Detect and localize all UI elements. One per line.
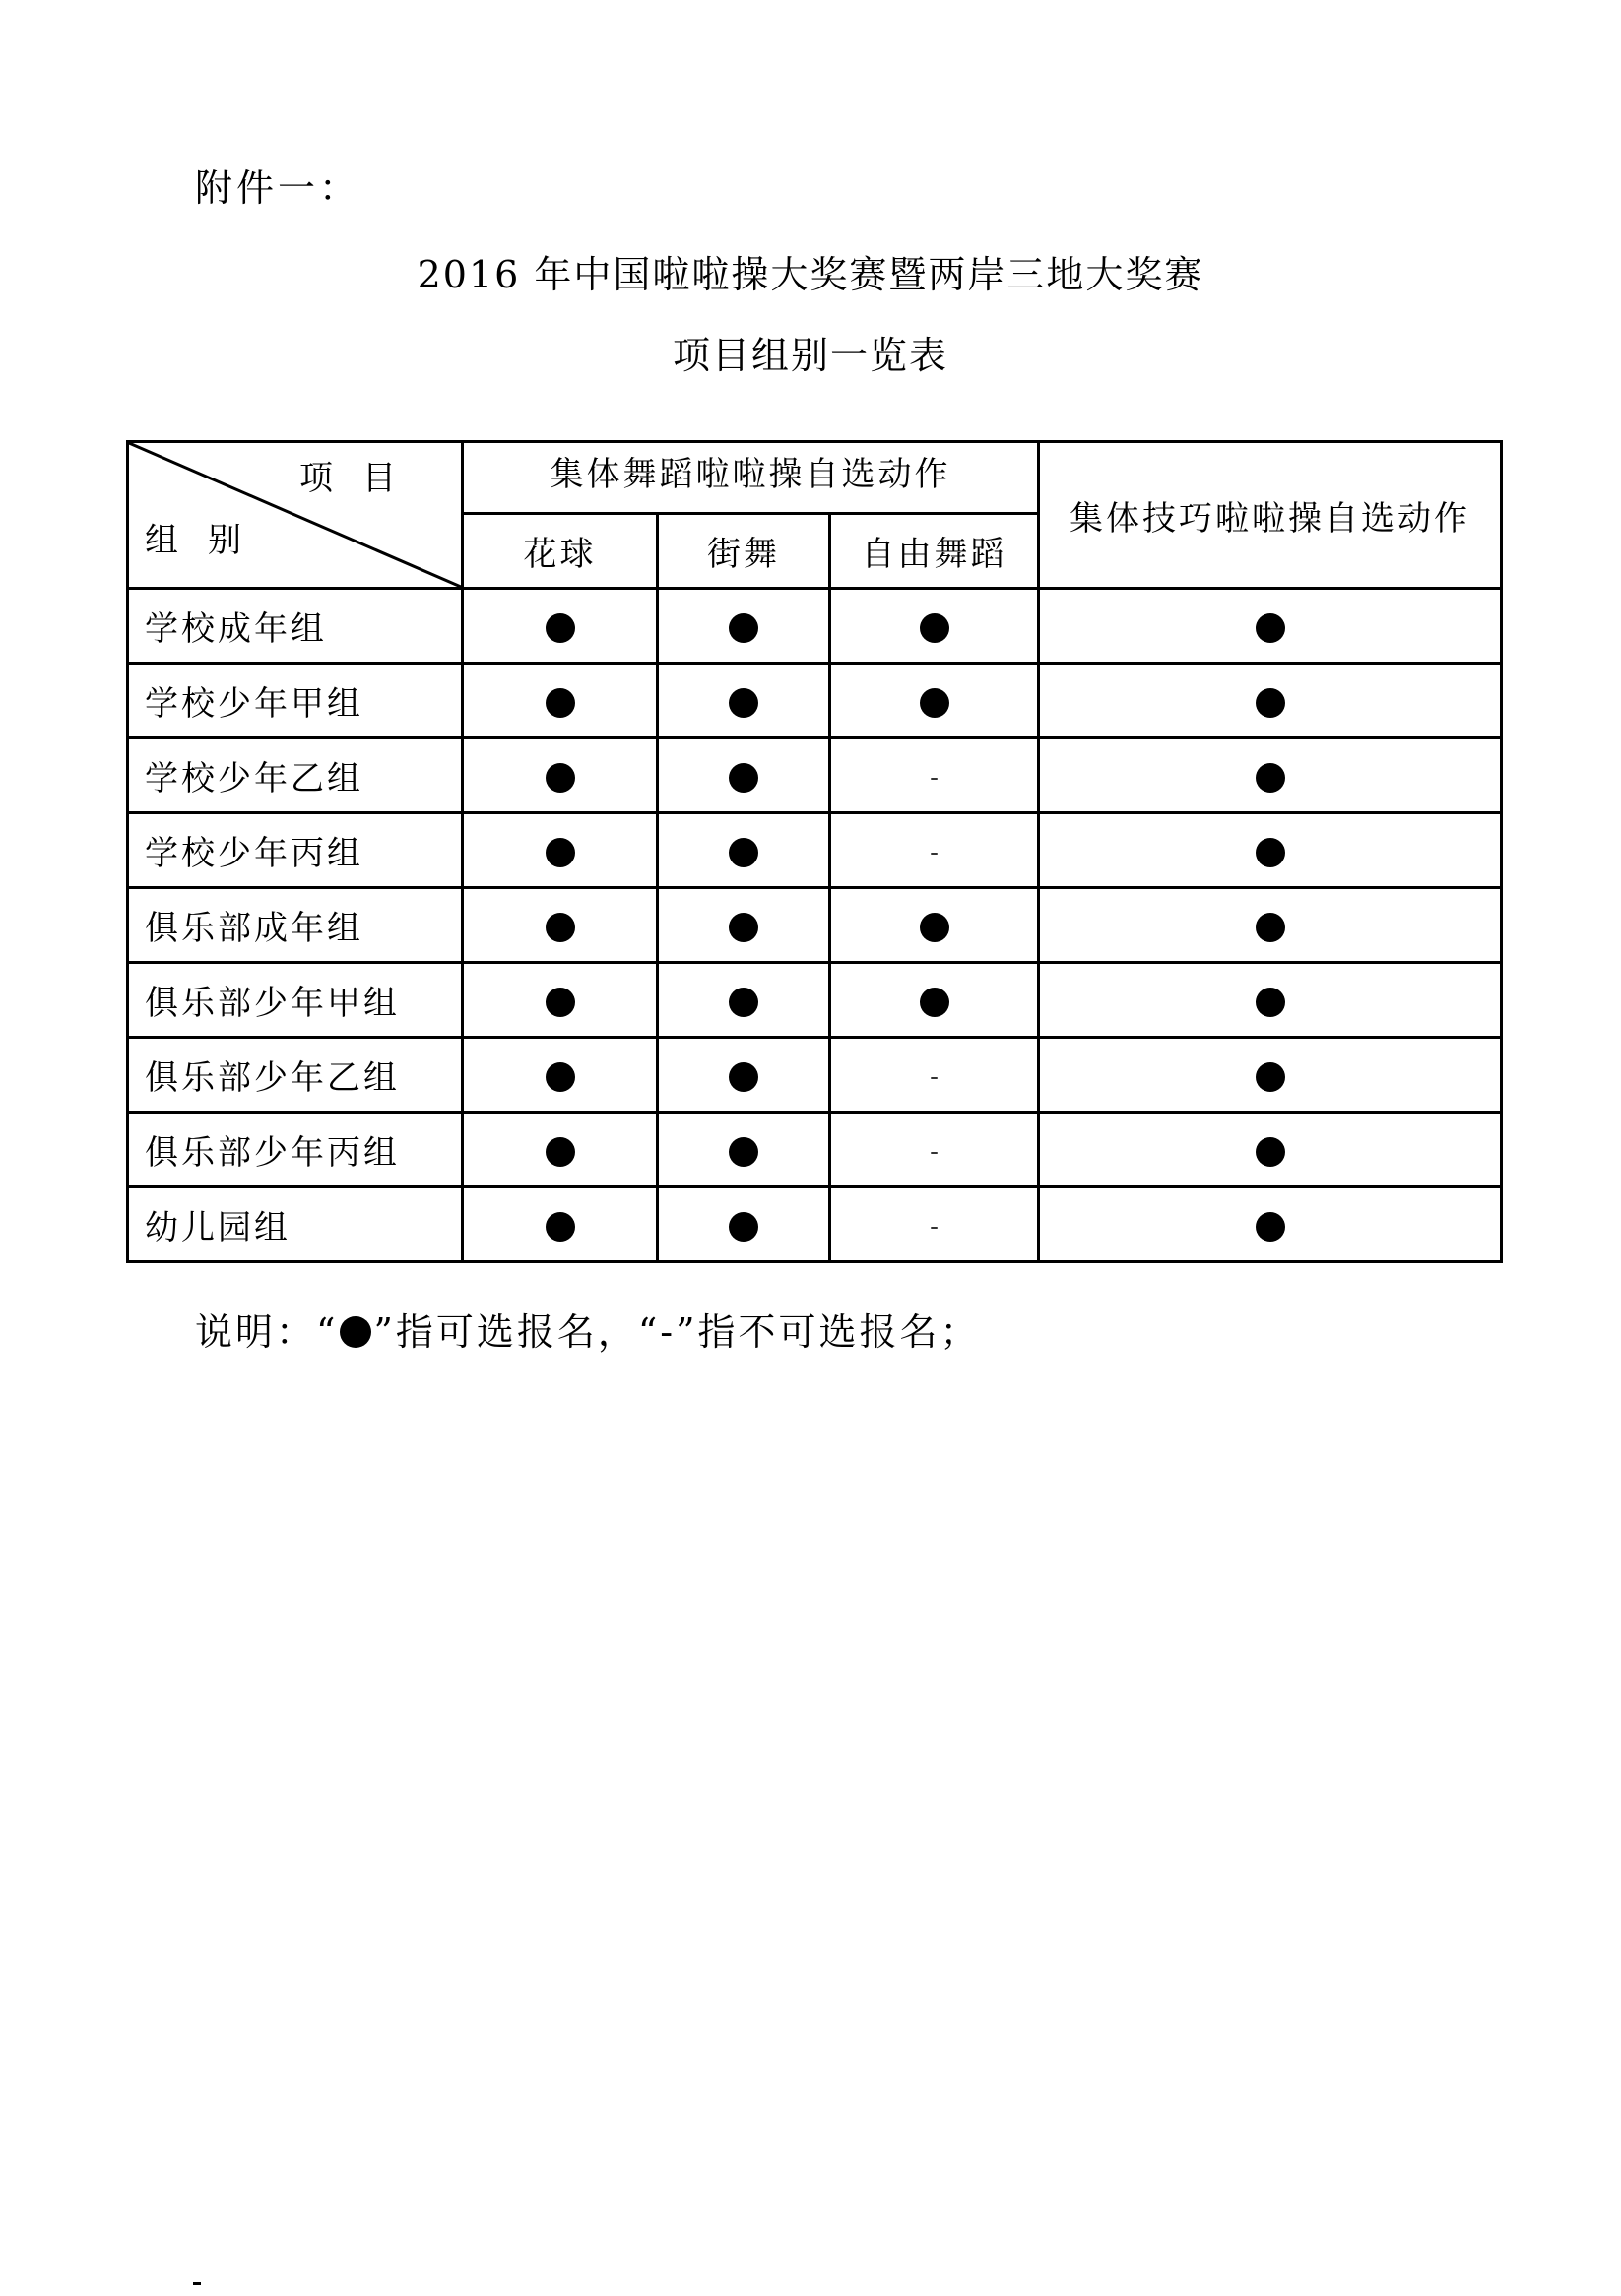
available-dot-icon	[1256, 913, 1285, 942]
availability-cell	[830, 1038, 1039, 1113]
row-group-label: 俱乐部少年甲组	[128, 963, 463, 1038]
available-dot-icon	[729, 838, 758, 867]
row-group-label: 幼儿园组	[128, 1187, 463, 1262]
row-group-label: 俱乐部少年乙组	[128, 1038, 463, 1113]
table-row	[128, 1187, 1502, 1262]
table-row	[128, 589, 1502, 664]
legend-dot-icon	[340, 1316, 371, 1348]
available-dot-icon	[1256, 613, 1285, 643]
diagonal-header-cell	[128, 442, 463, 589]
available-dot-icon	[920, 688, 949, 718]
availability-cell	[658, 1187, 830, 1262]
legend-note	[195, 1302, 981, 1356]
availability-cell	[463, 963, 658, 1038]
header-freestyle: 自由舞蹈	[830, 514, 1039, 589]
available-dot-icon	[546, 1212, 575, 1242]
row-group-label: 俱乐部少年丙组	[128, 1113, 463, 1187]
header-pom: 花球	[463, 514, 658, 589]
availability-cell	[1039, 963, 1502, 1038]
header-group-cheer: 集体技巧啦啦操自选动作	[1039, 442, 1502, 589]
availability-cell	[463, 664, 658, 738]
availability-cell	[463, 888, 658, 963]
available-dot-icon	[1256, 763, 1285, 793]
availability-cell	[1039, 1038, 1502, 1113]
unavailable-dash: -	[930, 837, 939, 867]
availability-cell	[463, 589, 658, 664]
available-dot-icon	[729, 913, 758, 942]
unavailable-dash: -	[930, 1136, 939, 1167]
availability-cell	[1039, 1113, 1502, 1187]
availability-cell	[658, 813, 830, 888]
availability-cell	[830, 1113, 1039, 1187]
availability-cell	[1039, 738, 1502, 813]
availability-cell	[830, 813, 1039, 888]
availability-cell	[1039, 813, 1502, 888]
available-dot-icon	[920, 988, 949, 1017]
available-dot-icon	[729, 613, 758, 643]
availability-cell	[658, 1038, 830, 1113]
row-group-label: 学校少年乙组	[128, 738, 463, 813]
table-row	[128, 1113, 1502, 1187]
document-title: 2016 年中国啦啦操大奖赛暨两岸三地大奖赛	[417, 253, 1204, 296]
available-dot-icon	[1256, 838, 1285, 867]
page-edge-mark	[193, 2282, 201, 2285]
available-dot-icon	[546, 1062, 575, 1092]
document-subtitle: 项目组别一览表	[672, 334, 948, 377]
available-dot-icon	[546, 613, 575, 643]
availability-cell	[1039, 589, 1502, 664]
unavailable-dash: -	[930, 1211, 939, 1242]
availability-cell	[830, 888, 1039, 963]
corner-header-item: 项目	[299, 459, 425, 498]
availability-cell	[830, 738, 1039, 813]
availability-cell	[463, 738, 658, 813]
available-dot-icon	[1256, 1212, 1285, 1242]
table-row	[128, 1038, 1502, 1113]
available-dot-icon	[546, 763, 575, 793]
availability-cell	[1039, 888, 1502, 963]
availability-cell	[658, 1113, 830, 1187]
available-dot-icon	[729, 763, 758, 793]
table-row	[128, 888, 1502, 963]
availability-cell	[463, 1113, 658, 1187]
available-dot-icon	[729, 1137, 758, 1167]
availability-cell	[658, 589, 830, 664]
availability-cell	[830, 963, 1039, 1038]
available-dot-icon	[546, 1137, 575, 1167]
event-category-table	[126, 440, 1503, 1263]
available-dot-icon	[546, 838, 575, 867]
row-group-label: 学校成年组	[128, 589, 463, 664]
availability-cell	[463, 1038, 658, 1113]
available-dot-icon	[1256, 1137, 1285, 1167]
availability-cell	[830, 1187, 1039, 1262]
available-dot-icon	[1256, 1062, 1285, 1092]
available-dot-icon	[920, 913, 949, 942]
row-group-label: 俱乐部成年组	[128, 888, 463, 963]
table-row	[128, 963, 1502, 1038]
corner-header-group: 组别	[145, 521, 271, 560]
availability-cell	[658, 963, 830, 1038]
available-dot-icon	[729, 688, 758, 718]
available-dot-icon	[546, 688, 575, 718]
legend-note-text: ”指可选报名，“-”指不可选报名；	[373, 1310, 981, 1354]
availability-cell	[463, 813, 658, 888]
available-dot-icon	[729, 1062, 758, 1092]
table-row	[128, 738, 1502, 813]
available-dot-icon	[1256, 688, 1285, 718]
annex-label: 附件一：	[195, 166, 361, 210]
available-dot-icon	[729, 1212, 758, 1242]
availability-cell	[463, 1187, 658, 1262]
availability-cell	[830, 664, 1039, 738]
available-dot-icon	[920, 613, 949, 643]
legend-note-prefix: 说明：“	[195, 1310, 339, 1354]
available-dot-icon	[1256, 988, 1285, 1017]
availability-cell	[658, 664, 830, 738]
available-dot-icon	[729, 988, 758, 1017]
table-row	[128, 813, 1502, 888]
table-header-row	[128, 442, 1502, 514]
available-dot-icon	[546, 988, 575, 1017]
header-group-dance: 集体舞蹈啦啦操自选动作	[463, 442, 1039, 514]
availability-cell	[658, 738, 830, 813]
table-row	[128, 664, 1502, 738]
available-dot-icon	[546, 913, 575, 942]
availability-cell	[1039, 1187, 1502, 1262]
unavailable-dash: -	[930, 762, 939, 793]
row-group-label: 学校少年甲组	[128, 664, 463, 738]
header-hiphop: 街舞	[658, 514, 830, 589]
row-group-label: 学校少年丙组	[128, 813, 463, 888]
availability-cell	[658, 888, 830, 963]
unavailable-dash: -	[930, 1061, 939, 1092]
availability-cell	[1039, 664, 1502, 738]
availability-cell	[830, 589, 1039, 664]
